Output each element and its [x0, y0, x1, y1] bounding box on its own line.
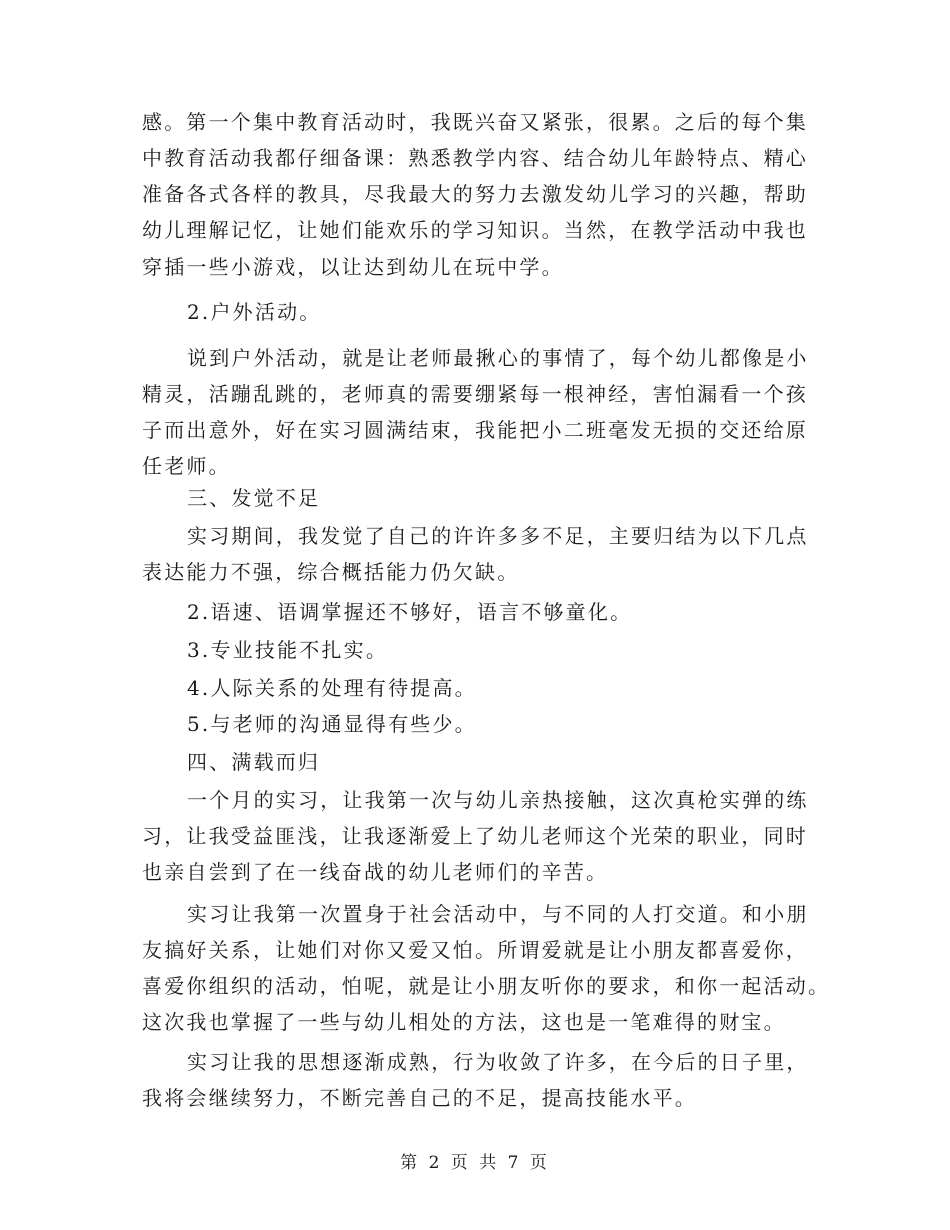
text-line: 穿插一些小游戏，以让达到幼儿在玩中学。 [142, 255, 564, 279]
text-line: 准备各式各样的教具，尽我最大的努力去激发幼儿学习的兴趣，帮助 [142, 182, 808, 206]
section-heading-shortcomings: 三、发觉不足 [187, 486, 321, 510]
text-line: 也亲自尝到了在一线奋战的幼儿老师们的辛苦。 [142, 860, 609, 884]
list-item: 5.与老师的沟通显得有些少。 [187, 712, 477, 736]
text-line: 喜爱你组织的活动，怕呢，就是让小朋友听你的要求，和你一起活动。 [142, 974, 831, 998]
text-line: 子而出意外，好在实习圆满结束，我能把小二班毫发无损的交还给原 [142, 418, 808, 442]
text-line: 任老师。 [142, 454, 231, 478]
list-item: 4.人际关系的处理有待提高。 [187, 676, 477, 700]
text-line: 实习让我第一次置身于社会活动中，与不同的人打交道。和小朋 [187, 902, 809, 926]
list-item: 3.专业技能不扎实。 [187, 638, 389, 662]
list-item: 2.语速、语调掌握还不够好，语言不够童化。 [187, 600, 633, 624]
text-line: 中教育活动我都仔细备课：熟悉教学内容、结合幼儿年龄特点、精心 [142, 146, 808, 170]
text-line: 感。第一个集中教育活动时，我既兴奋又紧张，很累。之后的每个集 [142, 110, 808, 134]
section-heading-harvest: 四、满载而归 [187, 750, 321, 774]
text-line: 精灵，活蹦乱跳的，老师真的需要绷紧每一根神经，害怕漏看一个孩 [142, 382, 808, 406]
page-number-footer: 第 2 页 共 7 页 [400, 1153, 550, 1173]
text-line: 这次我也掌握了一些与幼儿相处的方法，这也是一笔难得的财宝。 [142, 1010, 786, 1034]
text-line: 一个月的实习，让我第一次与幼儿亲热接触，这次真枪实弹的练 [187, 788, 809, 812]
text-line: 习，让我受益匪浅，让我逐渐爱上了幼儿老师这个光荣的职业，同时 [142, 824, 808, 848]
text-line: 友搞好关系，让她们对你又爱又怕。所谓爱就是让小朋友都喜爱你， [142, 938, 808, 962]
text-line: 实习让我的思想逐渐成熟，行为收敛了许多，在今后的日子里， [187, 1050, 809, 1074]
subheading-outdoor-activities: 2.户外活动。 [187, 300, 322, 324]
text-line: 我将会继续努力，不断完善自己的不足，提高技能水平。 [142, 1086, 697, 1110]
text-line: 幼儿理解记忆，让她们能欢乐的学习知识。当然，在教学活动中我也 [142, 218, 808, 242]
text-line: 表达能力不强，综合概括能力仍欠缺。 [142, 560, 520, 584]
text-line: 说到户外活动，就是让老师最揪心的事情了，每个幼儿都像是小 [187, 346, 809, 370]
text-line: 实习期间，我发觉了自己的许许多多不足，主要归结为以下几点 [187, 524, 809, 548]
